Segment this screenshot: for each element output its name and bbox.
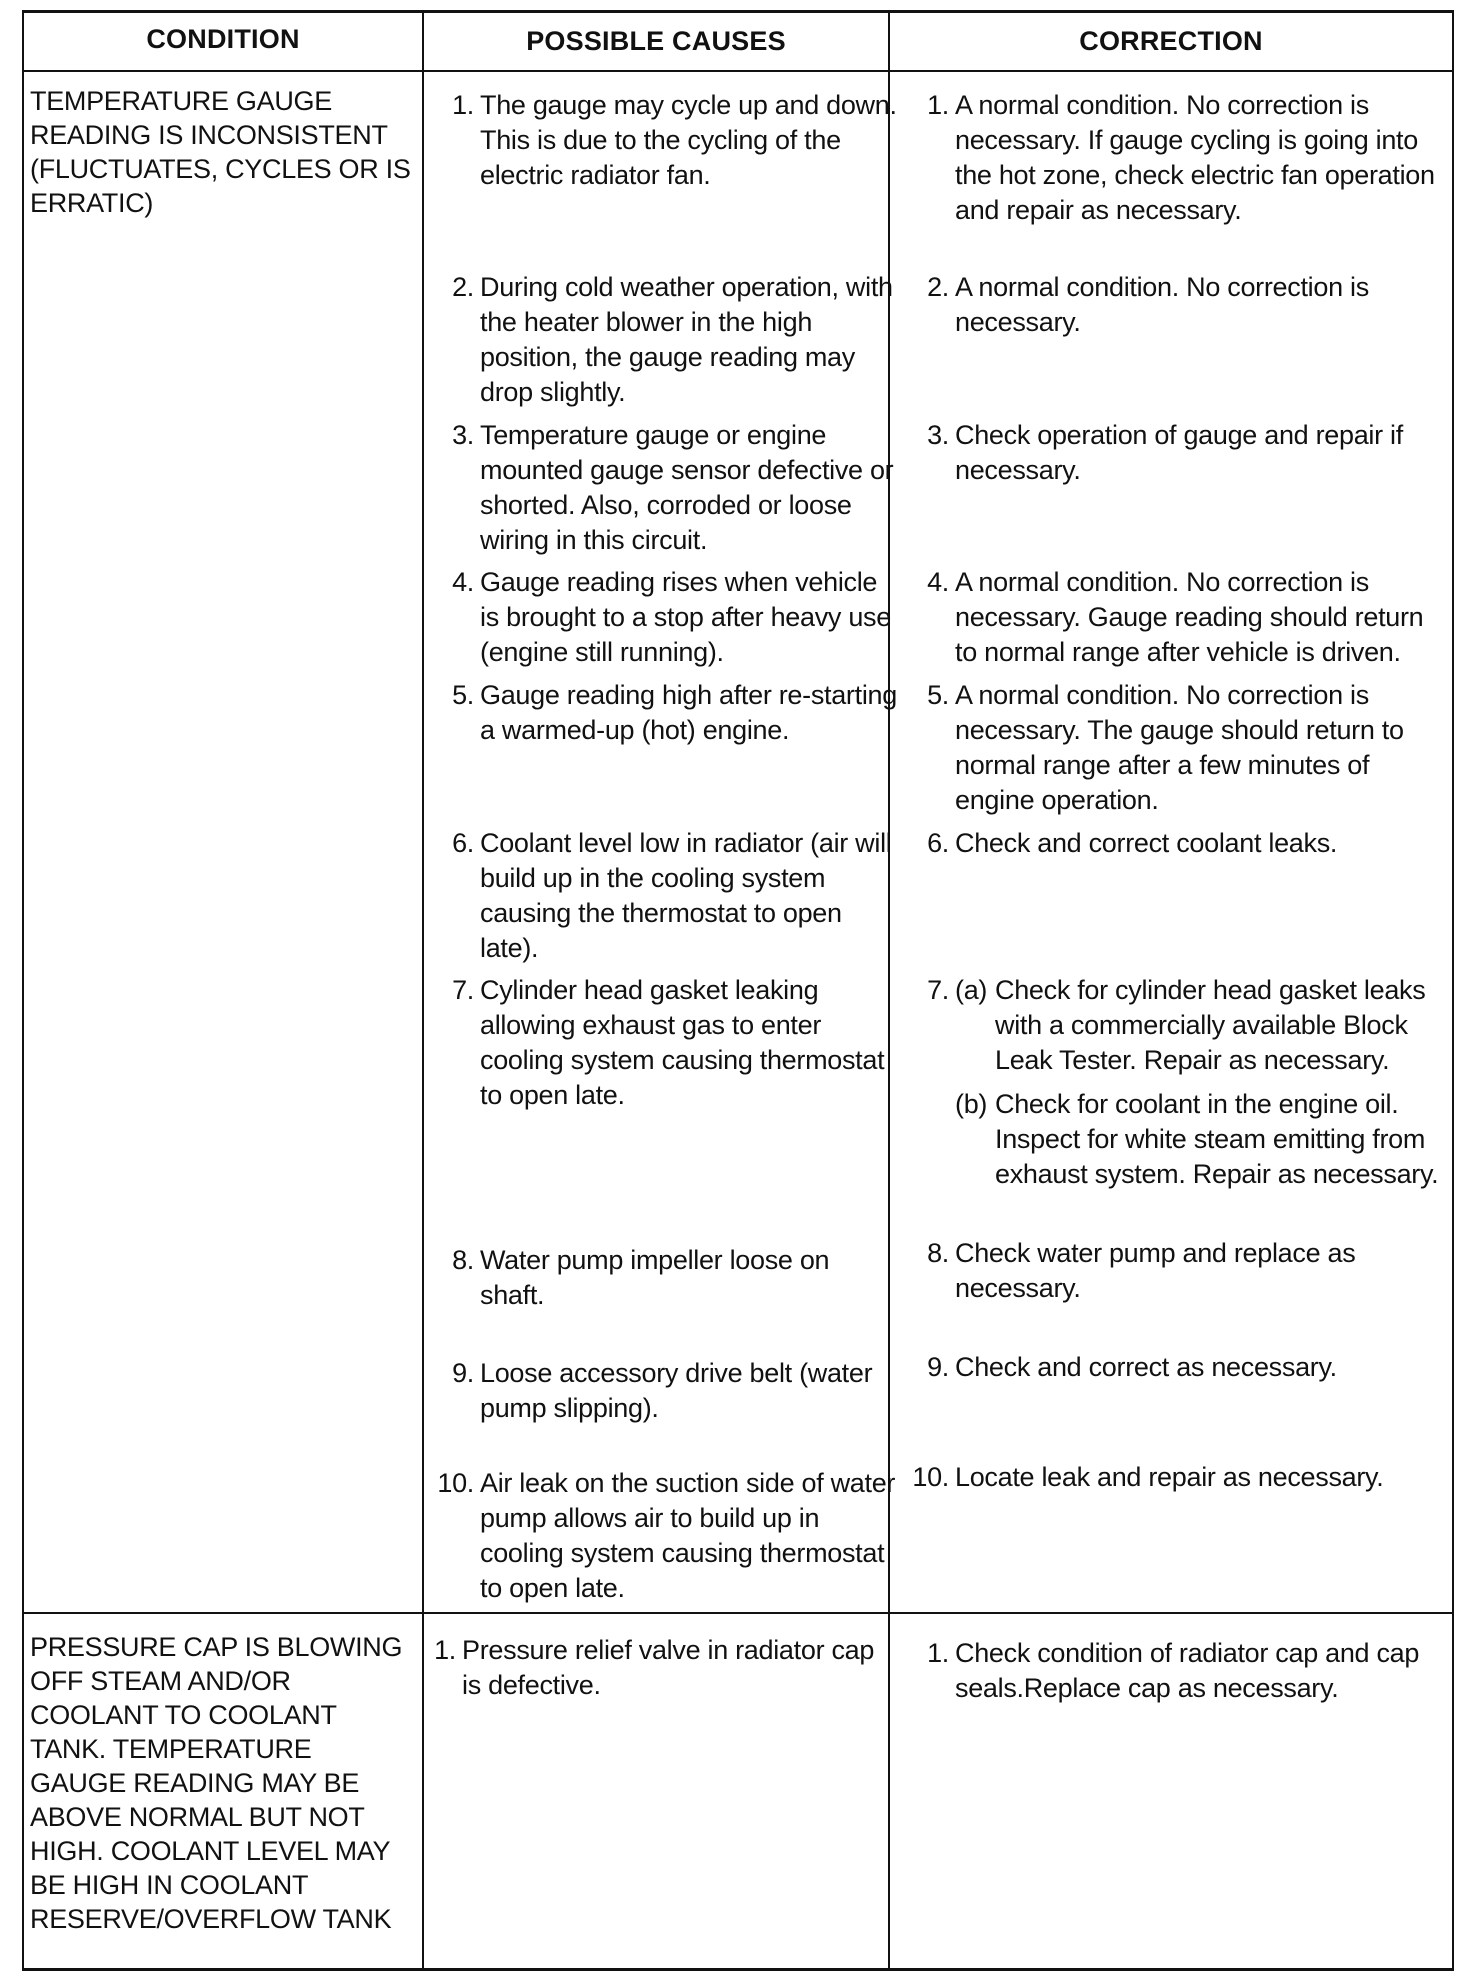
cause-text: Pressure relief valve in radiator cap is defective.	[462, 1635, 875, 1700]
cause-number: 1.	[452, 90, 474, 120]
table-right-border	[1452, 10, 1454, 1971]
cause-text: Coolant level low in radiator (air will build up in the cooling system causing the thermostat to open late).	[480, 828, 892, 963]
correction-number: 8.	[927, 1238, 949, 1268]
correction-number: 10.	[912, 1462, 949, 1492]
cause-number: 4.	[452, 567, 474, 597]
condition-text: TEMPERATURE GAUGE READING IS INCONSISTENT (FLUCTUATES, CYCLES OR IS ERRATIC)	[30, 86, 411, 218]
cause-text: During cold weather operation, with the heater blower in the high position, the gauge reading may drop slightly.	[480, 272, 893, 407]
correction-number: 3.	[927, 420, 949, 450]
correction-text: Locate leak and repair as necessary.	[955, 1462, 1384, 1492]
cause-text: The gauge may cycle up and down. This is due to the cycling of the electric radiator fan.	[480, 90, 897, 190]
cause-number: 2.	[452, 272, 474, 302]
table-top-border	[22, 10, 1454, 13]
correction-text: Check and correct coolant leaks.	[955, 828, 1338, 858]
header-bottom-border	[22, 70, 1454, 72]
header-correction: CORRECTION	[1079, 26, 1263, 56]
correction-text: Check water pump and replace as necessary.	[955, 1238, 1356, 1303]
correction-sub-label: (b)	[955, 1089, 988, 1119]
header-possible-causes: POSSIBLE CAUSES	[526, 26, 786, 56]
correction-number: 4.	[927, 567, 949, 597]
condition-text: PRESSURE CAP IS BLOWING OFF STEAM AND/OR COOLANT TO COOLANT TANK. TEMPERATURE GAUGE READING MAY BE ABOVE NORMAL BUT NOT HIGH. COOLANT LEVEL MAY BE HIGH IN COOLANT RESERVE/OVERFLOW TANK	[30, 1632, 403, 1934]
table-left-border	[22, 10, 24, 1971]
row-divider	[22, 1612, 1454, 1614]
cause-number: 1.	[434, 1635, 456, 1665]
correction-text: A normal condition. No correction is necessary.	[955, 272, 1369, 337]
correction-text: Check for cylinder head gasket leaks with a commercially available Block Leak Tester. Repair as necessary.	[995, 975, 1426, 1075]
cause-text: Cylinder head gasket leaking allowing exhaust gas to enter cooling system causing thermostat to open late.	[480, 975, 885, 1110]
column-divider-1	[422, 10, 424, 1971]
cause-number: 10.	[437, 1468, 474, 1498]
correction-number: 9.	[927, 1352, 949, 1382]
correction-number: 1.	[927, 1638, 949, 1668]
cause-text: Loose accessory drive belt (water pump slipping).	[480, 1358, 873, 1423]
cause-number: 3.	[452, 420, 474, 450]
correction-number: 2.	[927, 272, 949, 302]
cause-text: Gauge reading rises when vehicle is brought to a stop after heavy use (engine still running).	[480, 567, 891, 667]
correction-text: A normal condition. No correction is necessary. If gauge cycling is going into the hot zone, check electric fan operation and repair as necessary.	[955, 90, 1435, 225]
correction-number: 5.	[927, 680, 949, 710]
cause-text: Gauge reading high after re-starting a warmed-up (hot) engine.	[480, 680, 897, 745]
correction-sub-label: (a)	[955, 975, 988, 1005]
cause-number: 7.	[452, 975, 474, 1005]
header-condition: CONDITION	[146, 24, 300, 54]
correction-text: A normal condition. No correction is necessary. Gauge reading should return to normal range after vehicle is driven.	[955, 567, 1424, 667]
cause-number: 6.	[452, 828, 474, 858]
correction-text: Check for coolant in the engine oil. Inspect for white steam emitting from exhaust system. Repair as necessary.	[995, 1089, 1439, 1189]
correction-text: Check operation of gauge and repair if necessary.	[955, 420, 1403, 485]
correction-text: Check and correct as necessary.	[955, 1352, 1337, 1382]
cause-number: 9.	[452, 1358, 474, 1388]
cause-number: 8.	[452, 1245, 474, 1275]
cause-text: Air leak on the suction side of water pump allows air to build up in cooling system causing thermostat to open late.	[480, 1468, 896, 1603]
correction-number: 6.	[927, 828, 949, 858]
correction-number: 1.	[927, 90, 949, 120]
cause-text: Water pump impeller loose on shaft.	[480, 1245, 830, 1310]
correction-text: A normal condition. No correction is necessary. The gauge should return to normal range after a few minutes of engine operation.	[955, 680, 1404, 815]
table-bottom-border	[22, 1968, 1454, 1971]
correction-number: 7.	[927, 975, 949, 1005]
correction-text: Check condition of radiator cap and cap seals.Replace cap as necessary.	[955, 1638, 1420, 1703]
cause-number: 5.	[452, 680, 474, 710]
cause-text: Temperature gauge or engine mounted gauge sensor defective or shorted. Also, corroded or loose wiring in this circuit.	[480, 420, 894, 555]
